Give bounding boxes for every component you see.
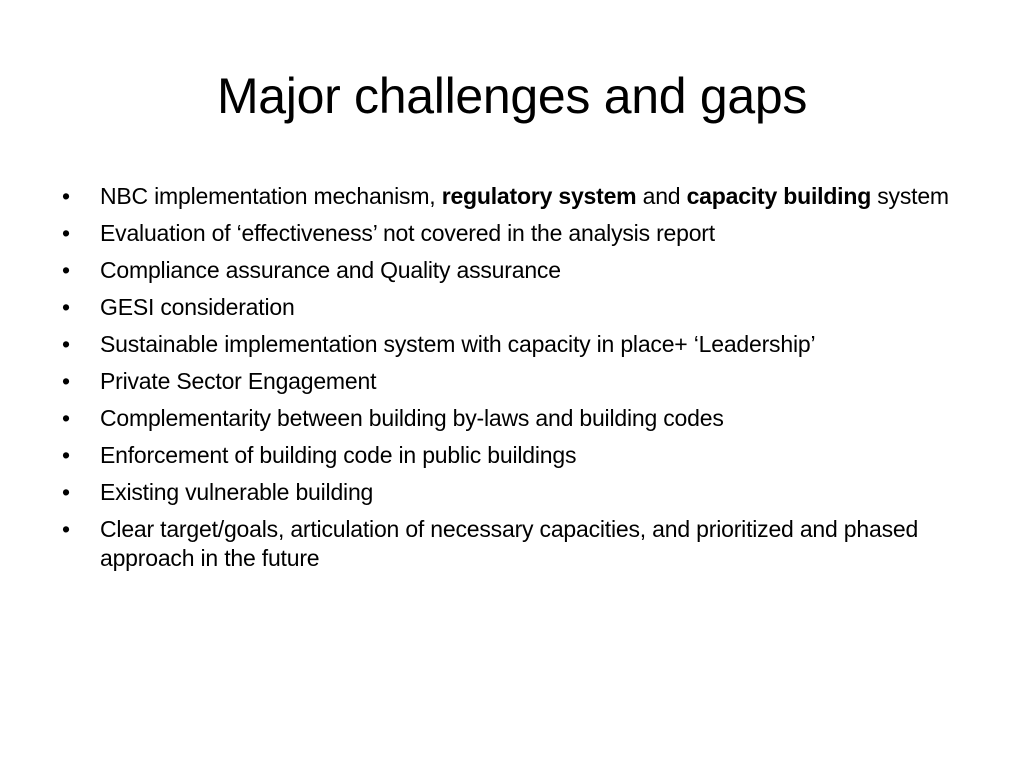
bullet-text: Sustainable implementation system with capacity in place+ ‘Leadership’ [100, 331, 816, 357]
bullet-list [62, 182, 952, 581]
bullet-dot-icon: • [62, 294, 70, 320]
slide-title: Major challenges and gaps [216, 68, 808, 124]
bullet-text: GESI consideration [100, 294, 295, 320]
bullet-dot-icon: • [62, 442, 70, 468]
bullet-item [62, 256, 952, 285]
bullet-text: system [871, 183, 949, 209]
bullet-text: NBC implementation mechanism, [100, 183, 442, 209]
bullet-text: Evaluation of ‘effectiveness’ not covered in the analysis report [100, 220, 715, 246]
bullet-dot-icon: • [62, 368, 70, 394]
bullet-item [62, 182, 952, 211]
bullet-text: Enforcement of building code in public buildings [100, 442, 577, 468]
bullet-text-bold: capacity building [686, 183, 872, 209]
bullet-dot-icon: • [62, 516, 70, 542]
bullet-dot-icon: • [62, 331, 70, 357]
bullet-item [62, 515, 952, 573]
bullet-text: Compliance assurance and Quality assurance [100, 257, 561, 283]
bullet-text: Complementarity between building by-laws and building codes [100, 405, 724, 431]
bullet-item [62, 367, 952, 396]
bullet-dot-icon: • [62, 479, 70, 505]
bullet-text: Existing vulnerable building [100, 479, 374, 505]
bullet-dot-icon: • [62, 220, 70, 246]
bullet-dot-icon: • [62, 257, 70, 283]
bullet-item [62, 293, 952, 322]
bullet-item [62, 441, 952, 470]
bullet-item [62, 330, 952, 359]
bullet-text-bold: regulatory system [441, 183, 637, 209]
bullet-item [62, 404, 952, 433]
bullet-text: and [636, 183, 687, 209]
bullet-text: Clear target/goals, articulation of necessary capacities, and prioritized and phased approach in the future [100, 516, 919, 571]
bullet-text: Private Sector Engagement [100, 368, 377, 394]
bullet-item [62, 219, 952, 248]
bullet-dot-icon: • [62, 183, 70, 209]
bullet-item [62, 478, 952, 507]
bullet-dot-icon: • [62, 405, 70, 431]
